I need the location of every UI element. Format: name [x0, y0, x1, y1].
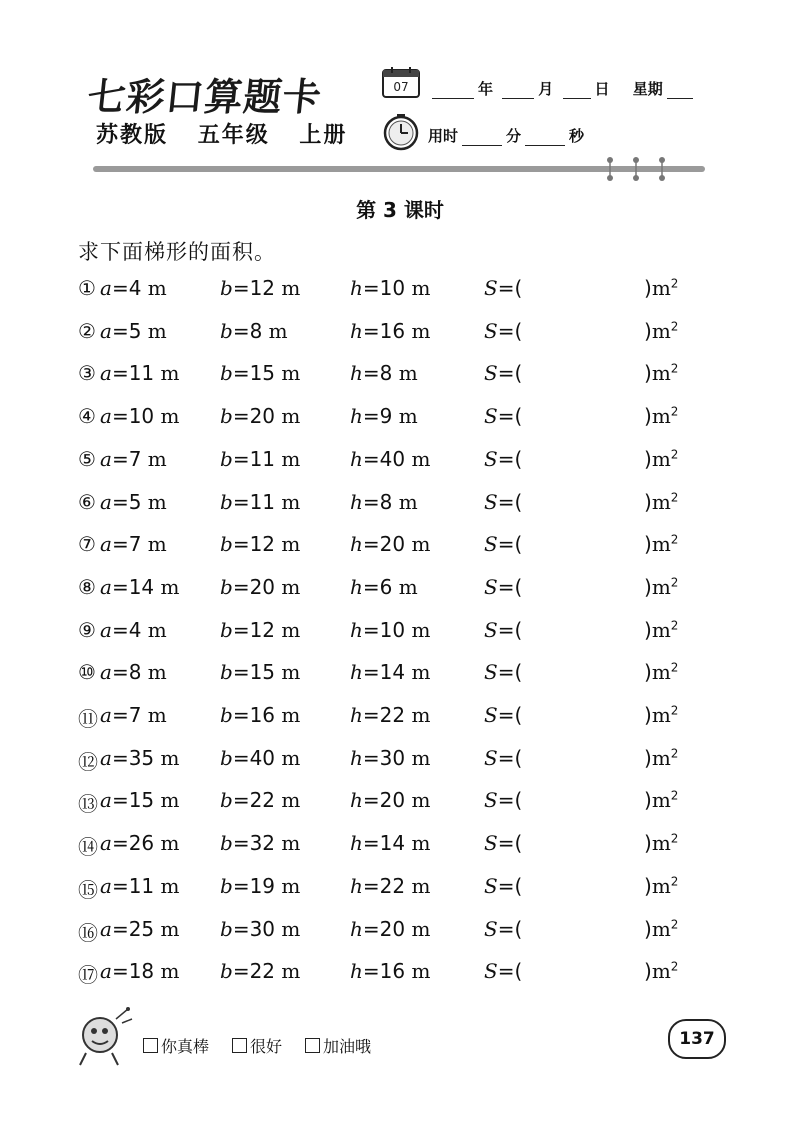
- value-b: 19: [249, 873, 276, 898]
- area-unit: )$m^2$: [644, 276, 679, 300]
- side-a: a=14 m: [100, 574, 180, 599]
- height-h: h=16 m: [350, 318, 431, 343]
- area-label: S=(: [484, 916, 523, 941]
- height-h: h=8 m: [350, 489, 418, 514]
- side-a: a=25 m: [100, 916, 180, 941]
- answer-blank[interactable]: [548, 703, 644, 729]
- area-label: S=(: [484, 532, 523, 557]
- side-b: b=12 m: [220, 532, 301, 557]
- area-unit: )$m^2$: [644, 745, 679, 770]
- value-h: 14: [379, 831, 406, 856]
- problem-number: ⑭: [78, 835, 98, 860]
- edition-label: 苏教版: [96, 123, 169, 148]
- height-h: h=30 m: [350, 745, 431, 770]
- answer-blank[interactable]: [548, 746, 644, 772]
- value-a: 5: [128, 318, 142, 343]
- side-a: a=26 m: [100, 831, 180, 856]
- value-h: 30: [379, 745, 406, 770]
- height-h: h=14 m: [350, 660, 431, 685]
- answer-blank[interactable]: [548, 831, 644, 857]
- area-unit: )$m^2$: [644, 617, 679, 642]
- answer-blank[interactable]: [548, 788, 644, 814]
- second-blank[interactable]: [525, 131, 565, 146]
- height-h: h=20 m: [350, 788, 431, 813]
- side-a: a=18 m: [100, 959, 180, 984]
- value-b: 12: [249, 532, 276, 557]
- side-b: b=12 m: [220, 617, 301, 642]
- side-a: a=5 m: [100, 318, 167, 343]
- problem-number: ⑰: [78, 963, 98, 988]
- side-b: b=20 m: [220, 404, 301, 429]
- value-a: 11: [128, 873, 155, 898]
- answer-blank[interactable]: [548, 532, 644, 558]
- value-h: 20: [379, 532, 406, 557]
- date-fields: 年 月 日 星期: [428, 78, 697, 99]
- value-b: 20: [249, 404, 276, 429]
- value-a: 7: [128, 446, 142, 471]
- height-h: h=22 m: [350, 703, 431, 727]
- area-unit: )$m^2$: [644, 873, 679, 898]
- answer-blank[interactable]: [548, 404, 644, 430]
- logo-title: 七彩口算题卡: [85, 74, 325, 119]
- problem-number: ⑬: [78, 792, 98, 817]
- answer-blank[interactable]: [548, 618, 644, 644]
- side-b: b=15 m: [220, 361, 301, 386]
- area-label: S=(: [484, 788, 523, 813]
- side-b: b=40 m: [220, 745, 301, 770]
- side-b: b=11 m: [220, 446, 301, 471]
- area-label: S=(: [484, 276, 523, 300]
- area-unit: )$m^2$: [644, 703, 679, 727]
- problem-number: ⑮: [78, 877, 98, 902]
- side-b: b=8 m: [220, 318, 288, 343]
- value-h: 8: [379, 361, 393, 386]
- height-h: h=14 m: [350, 831, 431, 856]
- area-unit: )$m^2$: [644, 959, 679, 984]
- value-b: 40: [249, 745, 276, 770]
- area-unit: )$m^2$: [644, 574, 679, 599]
- side-a: a=7 m: [100, 703, 167, 727]
- area-label: S=(: [484, 617, 523, 642]
- side-b: b=11 m: [220, 489, 301, 514]
- value-b: 12: [249, 276, 276, 300]
- value-b: 16: [249, 703, 276, 727]
- problem-number: ⑨: [78, 617, 96, 642]
- area-label: S=(: [484, 574, 523, 599]
- value-h: 20: [379, 916, 406, 941]
- value-a: 10: [128, 404, 155, 429]
- problem-number: ⑦: [78, 532, 96, 557]
- area-label: S=(: [484, 489, 523, 514]
- side-b: b=15 m: [220, 660, 301, 685]
- problem-number: ②: [78, 318, 96, 343]
- book-info: [96, 118, 367, 149]
- value-h: 22: [379, 873, 406, 898]
- side-a: a=8 m: [100, 660, 167, 685]
- area-label: S=(: [484, 703, 523, 727]
- height-h: h=10 m: [350, 617, 431, 642]
- height-h: h=16 m: [350, 959, 431, 984]
- value-h: 22: [379, 703, 406, 727]
- height-h: h=22 m: [350, 873, 431, 898]
- month-blank[interactable]: [502, 84, 534, 99]
- area-unit: )$m^2$: [644, 532, 679, 557]
- problem-number: ④: [78, 404, 96, 429]
- rule-dot-icon: [631, 156, 641, 182]
- problem-number: ⑧: [78, 574, 96, 599]
- checkbox[interactable]: [232, 1038, 247, 1053]
- value-a: 7: [128, 532, 142, 557]
- side-b: b=32 m: [220, 831, 301, 856]
- value-a: 25: [128, 916, 155, 941]
- problem-number: ⑫: [78, 749, 98, 774]
- area-unit: )$m^2$: [644, 404, 679, 429]
- height-h: h=8 m: [350, 361, 418, 386]
- value-h: 10: [379, 276, 406, 300]
- value-b: 22: [249, 959, 276, 984]
- value-a: 11: [128, 361, 155, 386]
- grade-label: 五年级: [197, 123, 270, 148]
- height-h: h=6 m: [350, 574, 418, 599]
- problem-number: ①: [78, 276, 96, 300]
- value-b: 11: [249, 446, 276, 471]
- side-a: a=4 m: [100, 617, 167, 642]
- problem-number: ⑤: [78, 446, 96, 471]
- side-b: b=16 m: [220, 703, 301, 727]
- checkbox[interactable]: [305, 1038, 320, 1053]
- value-h: 16: [379, 959, 406, 984]
- side-a: a=4 m: [100, 276, 167, 300]
- value-a: 5: [128, 489, 142, 514]
- answer-blank[interactable]: [548, 319, 644, 345]
- page-number: 137: [668, 1019, 726, 1059]
- time-fields: 用时 分 秒: [428, 127, 585, 145]
- area-label: S=(: [484, 404, 523, 429]
- answer-blank[interactable]: [548, 361, 644, 387]
- side-a: a=35 m: [100, 745, 180, 770]
- problem-number: ⑪: [78, 707, 98, 731]
- value-b: 11: [249, 489, 276, 514]
- value-h: 14: [379, 660, 406, 685]
- value-a: 4: [128, 276, 142, 300]
- side-b: b=22 m: [220, 959, 301, 984]
- area-unit: )$m^2$: [644, 788, 679, 813]
- value-b: 15: [249, 660, 276, 685]
- value-b: 8: [249, 318, 263, 343]
- side-b: b=22 m: [220, 788, 301, 813]
- answer-blank[interactable]: [548, 660, 644, 686]
- area-unit: )$m^2$: [644, 660, 679, 685]
- value-a: 18: [128, 959, 155, 984]
- answer-blank[interactable]: [548, 959, 644, 985]
- area-label: S=(: [484, 831, 523, 856]
- answer-blank[interactable]: [548, 575, 644, 601]
- calendar-day: 07: [393, 80, 409, 94]
- area-unit: )$m^2$: [644, 318, 679, 343]
- value-a: 26: [128, 831, 155, 856]
- value-h: 8: [379, 489, 393, 514]
- side-b: b=12 m: [220, 276, 301, 300]
- lesson-title: 第 3 课时: [356, 198, 444, 222]
- answer-blank[interactable]: [548, 917, 644, 943]
- area-unit: )$m^2$: [644, 361, 679, 386]
- side-b: b=19 m: [220, 873, 301, 898]
- minute-blank[interactable]: [462, 131, 502, 146]
- area-label: S=(: [484, 959, 523, 984]
- rule-dot-icon: [657, 156, 667, 182]
- side-a: a=10 m: [100, 404, 180, 429]
- side-a: a=11 m: [100, 873, 180, 898]
- answer-blank[interactable]: [548, 874, 644, 900]
- value-h: 16: [379, 318, 406, 343]
- value-a: 35: [128, 745, 155, 770]
- problem-number: ⑩: [78, 660, 96, 685]
- value-a: 14: [128, 574, 155, 599]
- area-unit: )$m^2$: [644, 489, 679, 514]
- side-a: a=7 m: [100, 446, 167, 471]
- instruction-text: 求下面梯形的面积。: [78, 240, 276, 264]
- side-b: b=20 m: [220, 574, 301, 599]
- side-b: b=30 m: [220, 916, 301, 941]
- value-b: 12: [249, 617, 276, 642]
- volume-label: 上册: [299, 123, 348, 148]
- area-label: S=(: [484, 446, 523, 471]
- checkbox[interactable]: [143, 1038, 158, 1053]
- area-unit: )$m^2$: [644, 916, 679, 941]
- value-h: 10: [379, 617, 406, 642]
- area-label: S=(: [484, 660, 523, 685]
- height-h: h=9 m: [350, 404, 418, 429]
- height-h: h=20 m: [350, 916, 431, 941]
- rating-option-1[interactable]: 你真棒: [143, 1034, 209, 1057]
- area-unit: )$m^2$: [644, 831, 679, 856]
- value-a: 7: [128, 703, 142, 727]
- value-a: 15: [128, 788, 155, 813]
- height-h: h=10 m: [350, 276, 431, 300]
- problem-number: ③: [78, 361, 96, 386]
- weekday-blank[interactable]: [667, 84, 693, 99]
- rule-dot-icon: [605, 156, 615, 182]
- side-a: a=11 m: [100, 361, 180, 386]
- rating-option-2[interactable]: 很好: [232, 1034, 282, 1057]
- value-h: 9: [379, 404, 393, 429]
- value-b: 30: [249, 916, 276, 941]
- value-a: 8: [128, 660, 142, 685]
- side-a: a=5 m: [100, 489, 167, 514]
- calendar-icon: [382, 66, 420, 98]
- value-h: 40: [379, 446, 406, 471]
- problem-number: ⑯: [78, 920, 98, 945]
- area-label: S=(: [484, 873, 523, 898]
- value-b: 22: [249, 788, 276, 813]
- answer-blank[interactable]: [548, 447, 644, 473]
- area-unit: )$m^2$: [644, 446, 679, 471]
- problem-number: ⑥: [78, 489, 96, 514]
- value-a: 4: [128, 617, 142, 642]
- clock-icon: [382, 113, 420, 151]
- area-label: S=(: [484, 745, 523, 770]
- height-h: h=20 m: [350, 532, 431, 557]
- value-h: 6: [379, 574, 393, 599]
- day-blank[interactable]: [563, 84, 591, 99]
- area-label: S=(: [484, 361, 523, 386]
- value-b: 20: [249, 574, 276, 599]
- area-label: S=(: [484, 318, 523, 343]
- rating-option-3[interactable]: 加油哦: [305, 1034, 371, 1057]
- side-a: a=7 m: [100, 532, 167, 557]
- height-h: h=40 m: [350, 446, 431, 471]
- year-blank[interactable]: [432, 84, 474, 99]
- side-a: a=15 m: [100, 788, 180, 813]
- answer-blank[interactable]: [548, 490, 644, 516]
- answer-blank[interactable]: [548, 276, 644, 302]
- value-b: 32: [249, 831, 276, 856]
- value-b: 15: [249, 361, 276, 386]
- value-h: 20: [379, 788, 406, 813]
- mascot-icon: [72, 1005, 136, 1067]
